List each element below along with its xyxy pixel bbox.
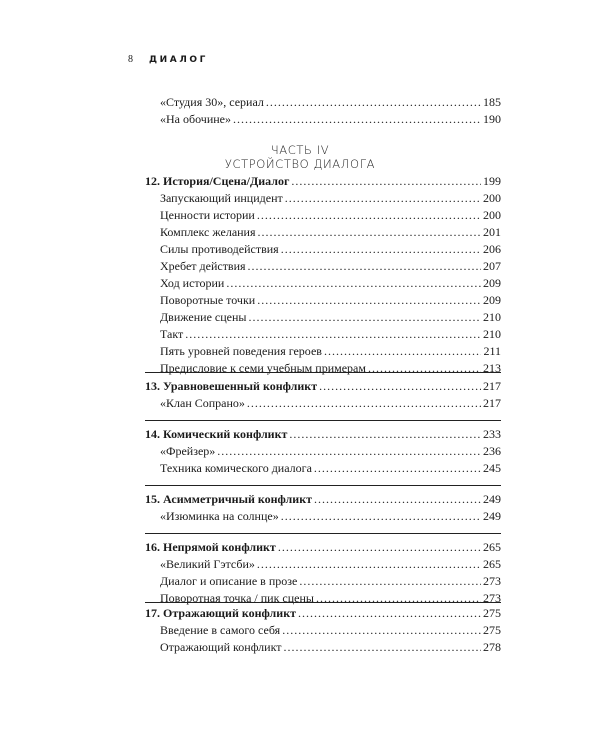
- toc-entry-page: 185: [483, 95, 501, 109]
- toc-entry-page: 207: [483, 259, 501, 273]
- dot-leader: [291, 173, 481, 190]
- toc-entry: [160, 460, 501, 477]
- dot-leader: [266, 94, 481, 111]
- toc-entry-page: 210: [483, 310, 501, 324]
- toc-entry: [160, 190, 501, 207]
- toc-entry-page: 233: [483, 427, 501, 441]
- toc-entry-page: 245: [483, 461, 501, 475]
- toc-entry-title: «На обочине»: [160, 112, 231, 126]
- toc-entry-title: Ход истории: [160, 276, 225, 290]
- toc-entry-title: Отражающий конфликт: [160, 640, 282, 654]
- toc-entry-page: 265: [483, 557, 501, 571]
- dot-leader: [185, 326, 481, 343]
- toc-entry: [160, 94, 501, 111]
- dot-leader: [282, 622, 481, 639]
- dot-leader: [319, 378, 481, 395]
- dot-leader: [299, 573, 481, 590]
- toc-chapter: [145, 539, 501, 556]
- toc-entry-title: Поворотные точки: [160, 293, 256, 307]
- toc-entry: [160, 207, 501, 224]
- toc-entry-title: Такт: [160, 327, 184, 341]
- dot-leader: [258, 224, 481, 241]
- toc-entry: [160, 326, 501, 343]
- toc-entry: [160, 622, 501, 639]
- section-divider: [145, 485, 501, 486]
- toc-entry-page: 210: [483, 327, 501, 341]
- dot-leader: [247, 395, 481, 412]
- toc-chapter-title: 13. Уравновешенный конфликт: [145, 379, 318, 393]
- section-divider: [145, 533, 501, 534]
- part-title: УСТРОЙСТВО ДИАЛОГА: [224, 157, 376, 171]
- toc-entry: [160, 573, 501, 590]
- toc-entry-title: «Великий Гэтсби»: [160, 557, 255, 571]
- dot-leader: [324, 343, 481, 360]
- toc-entry-page: 275: [483, 623, 501, 637]
- toc-entry-title: Комплекс желания: [160, 225, 256, 239]
- dot-leader: [248, 309, 481, 326]
- toc-entry-page: 275: [483, 606, 501, 620]
- toc-chapter: [145, 426, 501, 443]
- toc-entry: [160, 241, 501, 258]
- toc-entry-page: 200: [483, 191, 501, 205]
- toc-entry-title: «Студия 30», сериал: [160, 95, 264, 109]
- dot-leader: [257, 556, 481, 573]
- page-number: 8: [128, 54, 133, 65]
- toc-entry-title: Техника комического диалога: [160, 461, 312, 475]
- toc-entry-page: 249: [483, 509, 501, 523]
- toc-chapter: [145, 378, 501, 395]
- toc-entry-page: 201: [483, 225, 501, 239]
- toc-entry-title: Пять уровней поведения героев: [160, 344, 322, 358]
- toc-chapter-title: 14. Комический конфликт: [145, 427, 288, 441]
- dot-leader: [233, 111, 481, 128]
- toc-entry: [160, 224, 501, 241]
- dot-leader: [278, 539, 481, 556]
- dot-leader: [289, 426, 481, 443]
- dot-leader: [257, 292, 481, 309]
- toc-entry-page: 199: [483, 174, 501, 188]
- dot-leader: [226, 275, 481, 292]
- dot-leader: [285, 190, 481, 207]
- toc-entry-page: 217: [483, 396, 501, 410]
- toc-entry: [160, 556, 501, 573]
- toc-entry-title: «Изюминка на солнце»: [160, 509, 279, 523]
- toc-entry: [160, 309, 501, 326]
- toc-entry-page: 213: [483, 361, 501, 375]
- toc-chapter-title: 15. Асимметричный конфликт: [145, 492, 313, 506]
- toc-entry-page: 209: [483, 276, 501, 290]
- toc-chapter-title: 17. Отражающий конфликт: [145, 606, 297, 620]
- toc-entry-title: Силы противодействия: [160, 242, 279, 256]
- toc-entry: [160, 395, 501, 412]
- toc-entry-page: 273: [483, 591, 501, 605]
- toc-entry-title: Ценности истории: [160, 208, 255, 222]
- toc-chapter-title: 16. Непрямой конфликт: [145, 540, 276, 554]
- toc-entry: [160, 292, 501, 309]
- toc-entry-page: 209: [483, 293, 501, 307]
- toc-entry-page: 273: [483, 574, 501, 588]
- dot-leader: [368, 360, 481, 377]
- toc-entry: [160, 508, 501, 525]
- toc-entry-page: 249: [483, 492, 501, 506]
- toc-entry-page: 278: [483, 640, 501, 654]
- toc-chapter: [145, 173, 501, 190]
- toc-entry-page: 211: [483, 344, 501, 358]
- toc-entry-title: Поворотная точка / пик сцены: [160, 591, 314, 605]
- toc-entry: [160, 639, 501, 656]
- toc-chapter-title: 12. История/Сцена/Диалог: [145, 174, 290, 188]
- toc-chapter: [145, 491, 501, 508]
- toc-entry-title: «Клан Сопрано»: [160, 396, 245, 410]
- toc-entry-page: 206: [483, 242, 501, 256]
- dot-leader: [298, 605, 481, 622]
- toc-entry-page: 236: [483, 444, 501, 458]
- dot-leader: [257, 207, 481, 224]
- toc-chapter: [145, 605, 501, 622]
- section-divider: [145, 420, 501, 421]
- toc-entry-page: 217: [483, 379, 501, 393]
- toc-entry-title: Запускающий инцидент: [160, 191, 283, 205]
- running-title: ДИАЛОГ: [149, 54, 208, 65]
- toc-entry-title: Диалог и описание в прозе: [160, 574, 298, 588]
- toc-entry-title: Введение в самого себя: [160, 623, 281, 637]
- toc-entry-page: 200: [483, 208, 501, 222]
- toc-entry-page: 190: [483, 112, 501, 126]
- dot-leader: [281, 241, 481, 258]
- part-label: ЧАСТЬ IV: [270, 143, 330, 157]
- toc-entry: [160, 258, 501, 275]
- toc-entry: [160, 443, 501, 460]
- section-divider: [145, 372, 501, 373]
- toc-entry: [160, 111, 501, 128]
- dot-leader: [217, 443, 481, 460]
- toc-entry-title: Движение сцены: [160, 310, 247, 324]
- toc-entry-page: 265: [483, 540, 501, 554]
- dot-leader: [314, 460, 481, 477]
- toc-entry: [160, 360, 501, 377]
- toc-entry-title: Предисловие к семи учебным примерам: [160, 361, 366, 375]
- toc-entry: [160, 275, 501, 292]
- toc-entry-title: «Фрейзер»: [160, 444, 216, 458]
- running-head: [128, 54, 208, 65]
- toc-entry-title: Хребет действия: [160, 259, 246, 273]
- dot-leader: [248, 258, 481, 275]
- section-divider: [145, 602, 501, 603]
- toc-entry: [160, 343, 501, 360]
- dot-leader: [314, 491, 481, 508]
- dot-leader: [284, 639, 482, 656]
- dot-leader: [281, 508, 481, 525]
